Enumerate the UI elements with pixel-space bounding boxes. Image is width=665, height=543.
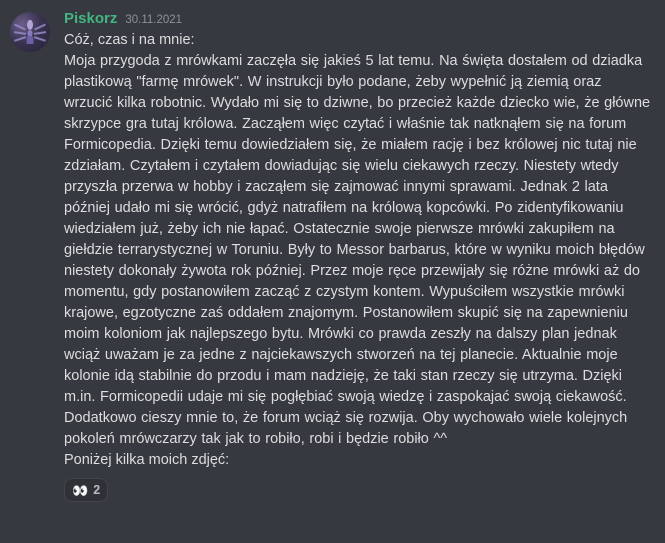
reaction-eyes[interactable]	[64, 478, 108, 502]
message-author[interactable]: Piskorz	[64, 10, 118, 27]
eyes-emoji: 👀	[72, 482, 89, 498]
message-closing: Poniżej kilka moich zdjęć:	[64, 452, 230, 468]
avatar[interactable]	[10, 12, 50, 52]
reaction-bar	[64, 478, 653, 502]
message-timestamp: 30.11.2021	[125, 14, 183, 26]
message-paragraph: Moja przygoda z mrówkami zaczęła się jakieś 5 lat temu. Na święta dostałem od dziadka plastikową "farmę mrówek". W instrukcji było podane, żeby wypełnić ją ziemią oraz wrzucić kilka robotnic. Wydało mi się to dziwne, bo przecież każde dziecko wie, że główne skrzypce gra tutaj królowa. Zacząłem więc czytać i właśnie tak natknąłem się na forum Formicopedia. Dzięki temu dowiedziałem się, że miałem rację i bez królowej nic tutaj nie zdziałam. Czytałem i czytałem dowiadując się wielu ciekawych rzeczy. Niestety wtedy przyszła przerwa w hobby i zacząłem się zajmować innymi sprawami. Jednak 2 lata później udało mi się wrócić, gdyż natrafiłem na królową kopcówki. Po zidentyfikowaniu wiedziałem już, żeby ich nie łapać. Ostatecznie swoje pierwsze mrówki zakupiłem na giełdzie terrarystycznej w Toruniu. Były to Messor barbarus, które w wyniku moich błędów niestety dokonały żywota rok później. Przez moje ręce przewijały się różne mrówki aż do momentu, gdy postanowiłem zacząć z czystym kontem. Wypuściłem wszystkie mrówki krajowe, egzotyczne zaś oddałem znajomym. Postanowiłem skupić się na zapewnieniu moim koloniom jak najlepszego bytu. Mrówki co prawda zeszły na dalszy plan jednak wciąż uważam je za jedne z najciekawszych stworzeń na tej planecie. Aktualnie moje kolonie idą stabilnie do przodu i mam nadzieję, że taki stan rzeczy się utrzyma. Dzięki m.in. Formicopedii udaje mi się pogłębiać swoją wiedzę i zaspokajać swoją ciekawość. Dodatkowo cieszy mnie to, że forum wciąż się rozwija. Oby wychowało wiele kolejnych pokoleń mrówczarzy tak jak to robiło, robi i będzie robiło ^^	[64, 53, 651, 447]
reaction-count: 2	[93, 482, 101, 497]
message-body	[64, 10, 653, 502]
message-header	[64, 10, 653, 28]
message-greeting: Cóż, czas i na mnie:	[64, 32, 195, 48]
